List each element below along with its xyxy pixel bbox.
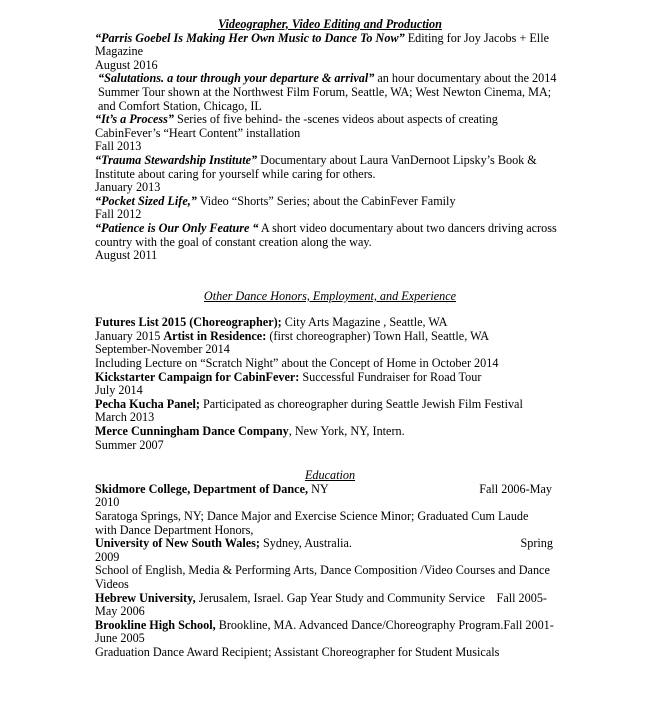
honors-item-title: Merce Cunningham Dance Company — [95, 424, 289, 439]
education-item-detail: Graduation Dance Award Recipient; Assistant Choreographer for Student Musicals — [95, 644, 500, 659]
education-item-date-cont: 2009 — [95, 549, 120, 564]
education-item-desc: Brookline, MA. Advanced Dance/Choreography Program. — [215, 617, 504, 632]
honors-item-2 — [95, 330, 565, 344]
education-item-date: Fall 2005- — [496, 590, 547, 605]
video-item-6 — [95, 222, 565, 249]
video-item-desc: Series of five behind- the -scenes videos about aspects of creating CabinFever’s “Heart Content” installation — [95, 112, 498, 140]
honors-item-title: Artist in Residence: — [163, 328, 267, 343]
honors-item-5 — [95, 425, 565, 439]
education-item-detail: School of English, Media & Performing Arts, Dance Composition /Video Courses and Dance — [95, 563, 550, 578]
education-item-title: University of New South Wales; — [95, 536, 260, 551]
honors-item-title: Pecha Kucha Panel; — [95, 396, 200, 411]
honors-item-desc: Participated as choreographer during Seattle Jewish Film Festival — [199, 396, 523, 411]
video-item-title: “It’s a Process” — [95, 112, 174, 127]
video-item-title: “Patience is Our Only Feature “ — [95, 220, 259, 235]
education-item-title: Skidmore College, Department of Dance, — [95, 481, 309, 496]
honors-item-3 — [95, 371, 565, 385]
video-item-title: “Parris Goebel Is Making Her Own Music to Dance To Now” — [95, 30, 405, 45]
education-item-1 — [95, 483, 565, 497]
honors-item-title: Futures List 2015 (Choreographer); — [95, 315, 282, 330]
video-item-date: January 2013 — [95, 180, 161, 195]
honors-item-desc: (first choreographer) Town Hall, Seattle, WA — [266, 328, 490, 343]
honors-item-desc: , New York, NY, Intern. — [288, 424, 405, 439]
video-item-1 — [95, 32, 565, 59]
honors-item-extra: Including Lecture on “Scratch Night” about the Concept of Home in October 2014 — [95, 356, 499, 371]
education-item-detail: Saratoga Springs, NY; Dance Major and Exercise Science Minor; Graduated Cum Laude — [95, 509, 529, 523]
video-item-3 — [95, 113, 565, 140]
video-item-desc: Documentary about Laura VanDernoot Lipsky’s Book & Institute about caring for yourself while caring for others. — [95, 152, 537, 181]
education-item-2 — [95, 537, 565, 551]
education-item-title: Hebrew University, — [95, 590, 196, 605]
education-item-detail: with Dance Department Honors, — [95, 522, 254, 537]
honors-item-prefix: January 2015 — [95, 328, 164, 343]
honors-item-date: Summer 2007 — [95, 437, 164, 452]
video-item-date: Fall 2013 — [95, 139, 142, 154]
video-item-desc: A short video documentary about two dancers driving across country with the goal of constant creation along the way. — [95, 220, 557, 249]
video-item-title: “Salutations. a tour through your departure & arrival” — [98, 71, 375, 86]
education-item-detail: Videos — [95, 576, 129, 591]
video-item-desc: Video “Shorts” Series; about the CabinFever Family — [196, 193, 456, 208]
video-item-desc: an hour documentary about the 2014 Summer Tour shown at the Northwest Film Forum, Seattle, WA; West Newton Cinema, MA; and Comfort Station, Chicago, IL — [98, 71, 557, 113]
video-item-date: August 2011 — [95, 248, 158, 263]
section-heading-video: Videographer, Video Editing and Production — [218, 17, 442, 31]
honors-item-desc: Successful Fundraiser for Road Tour — [299, 369, 482, 384]
education-item-desc: NY — [308, 481, 329, 496]
section-heading-education: Education — [304, 468, 356, 483]
honors-item-title: Kickstarter Campaign for CabinFever: — [95, 369, 300, 384]
education-item-date-cont: June 2005 — [95, 631, 145, 646]
honors-item-date: March 2013 — [95, 410, 155, 425]
education-item-date-cont: 2010 — [95, 495, 120, 510]
video-item-5 — [95, 195, 565, 209]
honors-item-desc: City Arts Magazine , Seattle, WA — [281, 315, 448, 330]
section-heading-honors: Other Dance Honors, Employment, and Experience — [203, 288, 457, 303]
video-item-date: Fall 2012 — [95, 207, 142, 222]
education-item-3 — [95, 592, 565, 606]
video-item-desc: Editing for Joy Jacobs + Elle Magazine — [95, 30, 549, 59]
video-item-title: “Pocket Sized Life,” — [95, 193, 197, 208]
education-item-desc: Sydney, Australia. — [259, 536, 352, 551]
resume-page — [95, 18, 565, 660]
education-item-date: Spring — [520, 536, 553, 551]
education-item-4 — [95, 619, 565, 633]
video-item-2 — [95, 72, 565, 113]
education-item-date: Fall 2001- — [503, 617, 554, 632]
education-item-title: Brookline High School, — [95, 617, 216, 632]
honors-item-date: July 2014 — [95, 383, 143, 398]
video-item-4 — [95, 154, 565, 181]
video-item-date: August 2016 — [95, 57, 158, 72]
video-item-title: “Trauma Stewardship Institute” — [95, 152, 258, 167]
honors-item-date: September-November 2014 — [95, 342, 230, 357]
honors-item-1 — [95, 316, 565, 330]
education-item-desc: Jerusalem, Israel. Gap Year Study and Community Service — [195, 590, 486, 605]
education-item-date-cont: May 2006 — [95, 604, 145, 619]
honors-item-4 — [95, 398, 565, 412]
education-item-date: Fall 2006-May — [479, 481, 552, 496]
